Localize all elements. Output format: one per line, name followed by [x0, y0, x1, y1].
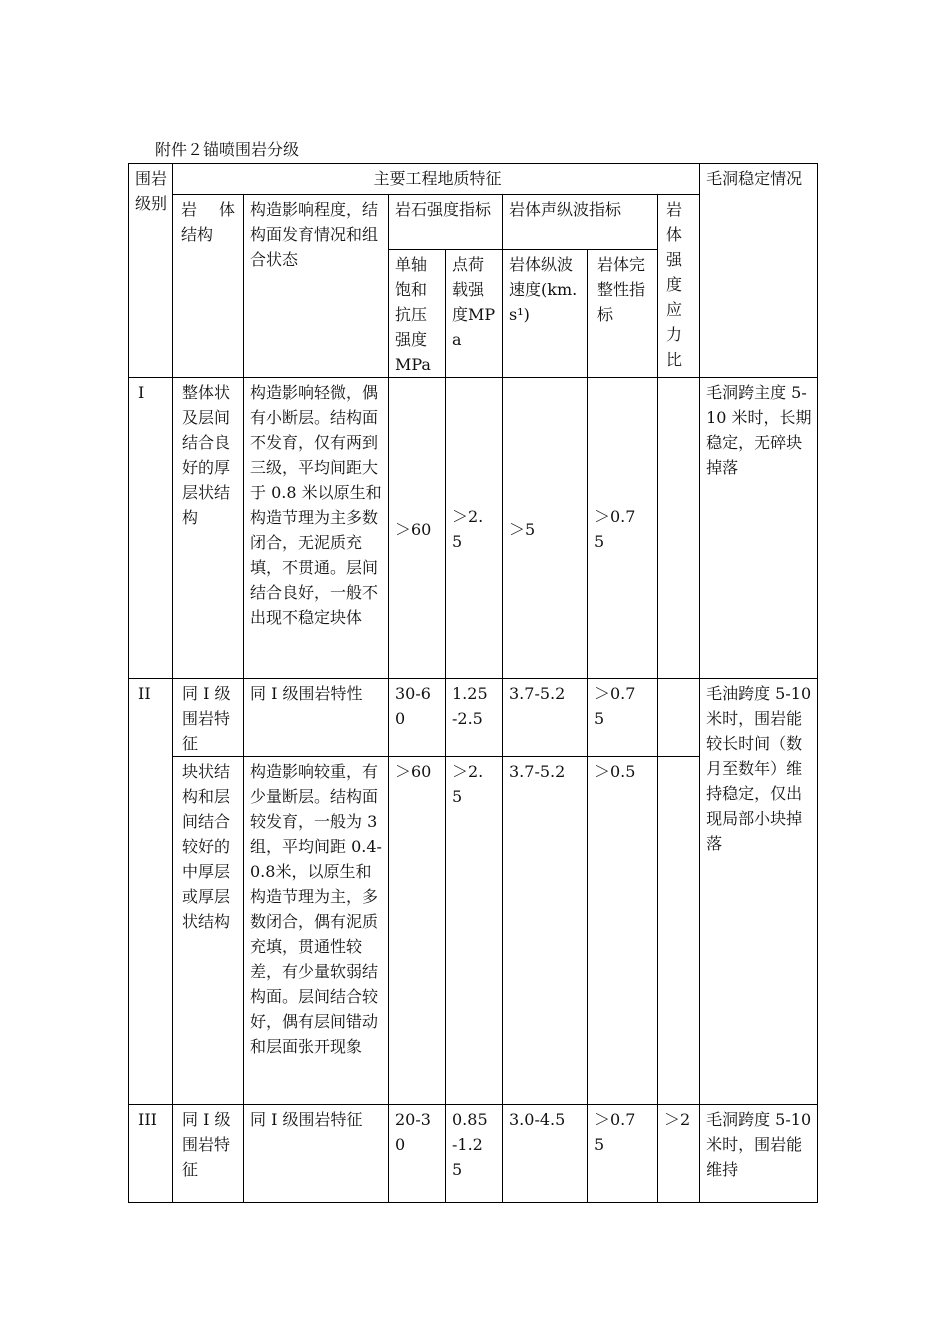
cell-wave-velocity: ＞5	[503, 378, 588, 679]
cell-stability: 毛油跨度 5-10 米时，围岩能较长时间（数月至数年）维持稳定，仅出现局部小块掉落	[700, 679, 818, 1105]
cell-grade: II	[129, 679, 173, 1105]
cell-point-load: ＞2.5	[446, 378, 503, 679]
header-wave: 岩体声纵波指标	[503, 195, 658, 250]
cell-grade: I	[129, 378, 173, 679]
cell-structure: 同 I 级围岩特征	[173, 1105, 244, 1203]
cell-tectonic: 同 I 级围岩特征	[244, 1105, 389, 1203]
header-row-1	[129, 164, 818, 195]
header-point-load: 点荷载强度MPa	[446, 250, 503, 378]
cell-grade: III	[129, 1105, 173, 1203]
cell-wave-velocity: 3.0-4.5	[503, 1105, 588, 1203]
header-stability: 毛洞稳定情况	[700, 164, 818, 378]
cell-tectonic: 同 I 级围岩特性	[244, 679, 389, 757]
cell-strength-ratio: ＞2	[658, 1105, 700, 1203]
header-strength-ratio: 岩体强度应力比	[658, 195, 700, 378]
table-row-grade-2a	[129, 679, 818, 757]
cell-strength-ratio	[658, 679, 700, 757]
cell-stability: 毛洞跨度 5-10 米时，围岩能维持	[700, 1105, 818, 1203]
cell-integrity: ＞0.75	[588, 378, 658, 679]
table-row-grade-3	[129, 1105, 818, 1203]
header-structure-line1: 岩 体	[181, 200, 235, 219]
header-integrity: 岩体完整性指标	[588, 250, 658, 378]
cell-tectonic: 构造影响轻微，偶有小断层。结构面不发育，仅有两到三级，平均间距大于 0.8 米以原生和构造节理为主多数闭合，无泥质充填，不贯通。层间结合良好，一般不出现不稳定块体	[244, 378, 389, 679]
header-structure	[173, 195, 244, 378]
cell-wave-velocity: 3.7-5.2	[503, 757, 588, 1105]
cell-integrity: ＞0.5	[588, 757, 658, 1105]
cell-point-load: 0.85-1.25	[446, 1105, 503, 1203]
header-tectonic: 构造影响程度，结构面发育情况和组合状态	[244, 195, 389, 378]
header-ucs: 单轴饱和抗压强度MPa	[389, 250, 446, 378]
header-grade: 围岩级别	[129, 164, 173, 378]
cell-ucs: ＞60	[389, 378, 446, 679]
header-structure-line2: 结构	[181, 225, 214, 244]
table-row-grade-1	[129, 378, 818, 679]
cell-stability: 毛洞跨主度 5-10 米时，长期稳定，无碎块掉落	[700, 378, 818, 679]
cell-ucs: 30-60	[389, 679, 446, 757]
cell-integrity: ＞0.75	[588, 679, 658, 757]
cell-wave-velocity: 3.7-5.2	[503, 679, 588, 757]
cell-point-load: ＞2.5	[446, 757, 503, 1105]
cell-point-load: 1.25-2.5	[446, 679, 503, 757]
cell-structure: 块状结构和层间结合较好的中厚层或厚层状结构	[173, 757, 244, 1105]
document-title: 附件２锚喷围岩分级	[155, 140, 300, 159]
cell-strength-ratio	[658, 378, 700, 679]
cell-integrity: ＞0.75	[588, 1105, 658, 1203]
header-wave-velocity: 岩体纵波速度(km.s¹)	[503, 250, 588, 378]
cell-tectonic: 构造影响较重，有少量断层。结构面较发育，一般为 3 组，平均间距 0.4-0.8米，以原生和构造节理为主，多数闭合，偶有泥质充填，贯通性较差，有少量软弱结构面。层间结合较好，偶有层间错动和层面张开现象	[244, 757, 389, 1105]
header-rock-strength: 岩石强度指标	[389, 195, 503, 250]
header-main-features: 主要工程地质特征	[173, 164, 700, 195]
rock-classification-table	[128, 163, 818, 1203]
cell-strength-ratio	[658, 757, 700, 1105]
cell-structure: 整体状及层间结合良好的厚层状结构	[173, 378, 244, 679]
cell-ucs: ＞60	[389, 757, 446, 1105]
cell-ucs: 20-30	[389, 1105, 446, 1203]
cell-structure: 同 I 级围岩特征	[173, 679, 244, 757]
